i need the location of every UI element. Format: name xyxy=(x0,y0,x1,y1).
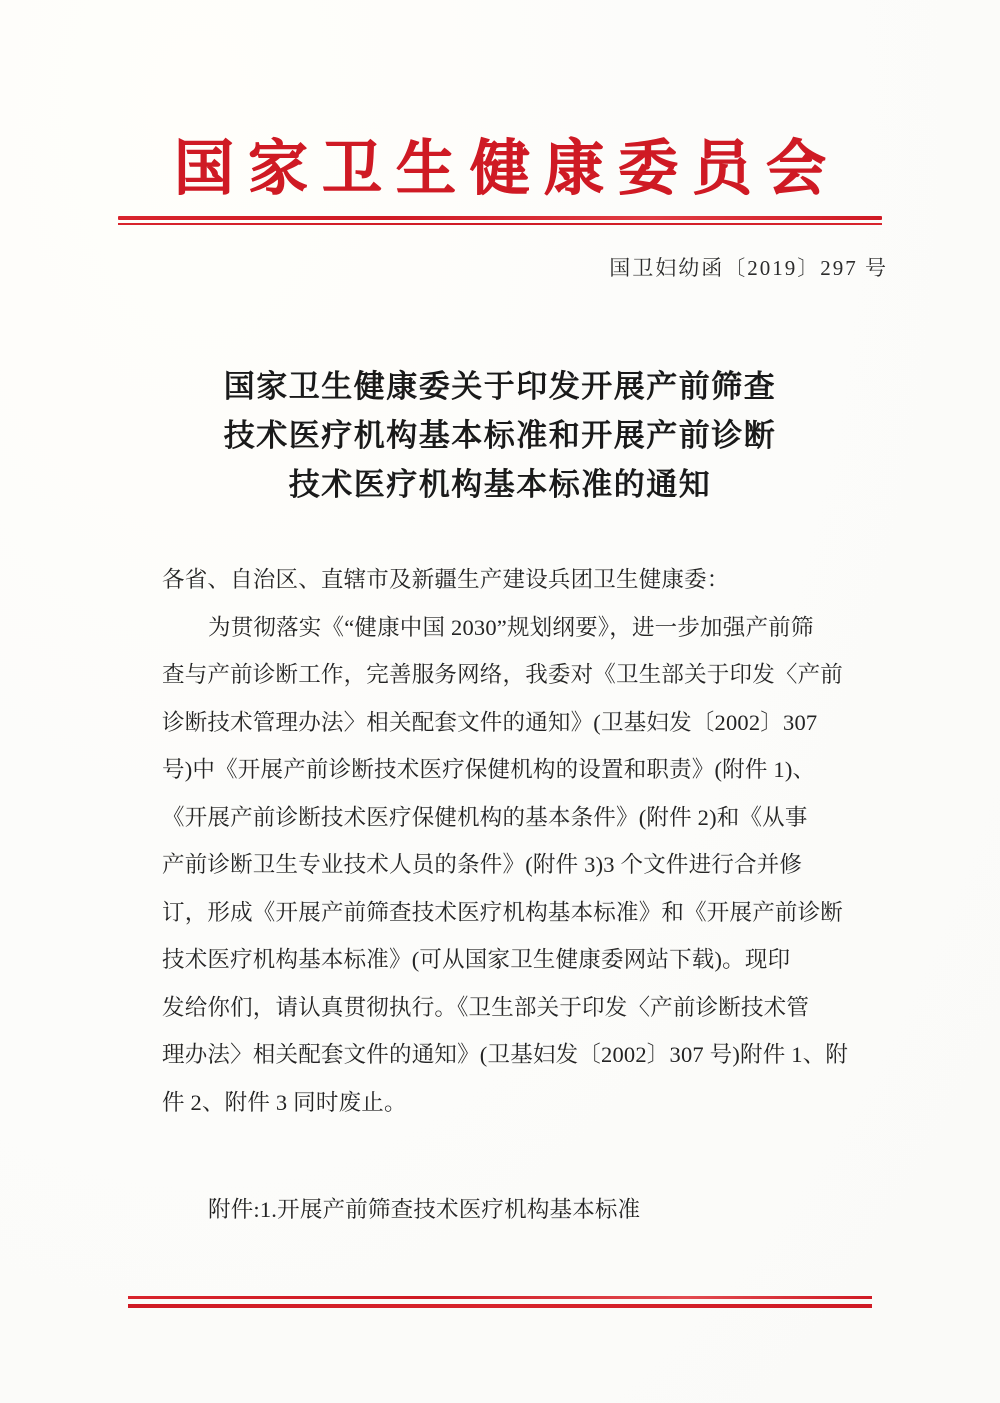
attachment-section xyxy=(162,1190,884,1230)
body-line-3: 诊断技术管理办法〉相关配套文件的通知》(卫基妇发〔2002〕307 xyxy=(162,709,818,735)
letterhead-rule-thick xyxy=(118,216,882,220)
document-number: 国卫妇幼函〔2019〕297 号 xyxy=(609,256,888,280)
title-line-1: 国家卫生健康委关于印发开展产前筛查 xyxy=(223,369,777,404)
body-line-4: 号)中《开展产前诊断技术医疗保健机构的设置和职责》(附件 1)、 xyxy=(162,757,816,782)
letterhead-divider xyxy=(118,216,882,225)
body-line-1: 为贯彻落实《“健康中国 2030”规划纲要》，进一步加强产前筛 xyxy=(208,614,814,640)
body-line-7: 订，形成《开展产前筛查技术医疗机构基本标准》和《开展产前诊断 xyxy=(162,899,844,925)
document-body xyxy=(162,556,884,1126)
attachment-line-1: 附件:1.开展产前筛查技术医疗机构基本标准 xyxy=(208,1197,641,1222)
title-line-3: 技术医疗机构基本标准的通知 xyxy=(288,467,712,502)
footer-rule-upper xyxy=(128,1296,872,1299)
addressee-line: 各省、自治区、直辖市及新疆生产建设兵团卫生健康委： xyxy=(162,567,730,592)
body-line-5: 《开展产前诊断技术医疗保健机构的基本条件》(附件 2)和《从事 xyxy=(162,804,808,830)
body-line-9: 发给你们，请认真贯彻执行。《卫生部关于印发〈产前诊断技术管 xyxy=(162,994,810,1020)
document-title xyxy=(120,362,880,509)
body-line-6: 产前诊断卫生专业技术人员的条件》(附件 3)3 个文件进行合并修 xyxy=(162,852,803,877)
body-line-11: 件 2、附件 3 同时废止。 xyxy=(162,1089,407,1115)
footer-divider xyxy=(128,1296,872,1308)
body-line-2: 查与产前诊断工作，完善服务网络，我委对《卫生部关于印发〈产前 xyxy=(162,662,844,687)
title-line-2: 技术医疗机构基本标准和开展产前诊断 xyxy=(223,418,777,453)
letterhead xyxy=(0,138,1000,201)
letterhead-rule-thin xyxy=(118,223,882,225)
body-line-8: 技术医疗机构基本标准》(可从国家卫生健康委网站下载)。现印 xyxy=(162,947,791,972)
body-line-10: 理办法〉相关配套文件的通知》(卫基妇发〔2002〕307 号)附件 1、附 xyxy=(162,1042,849,1067)
issuing-agency-title: 国家卫生健康委员会 xyxy=(174,136,840,202)
footer-rule-lower xyxy=(128,1304,872,1308)
